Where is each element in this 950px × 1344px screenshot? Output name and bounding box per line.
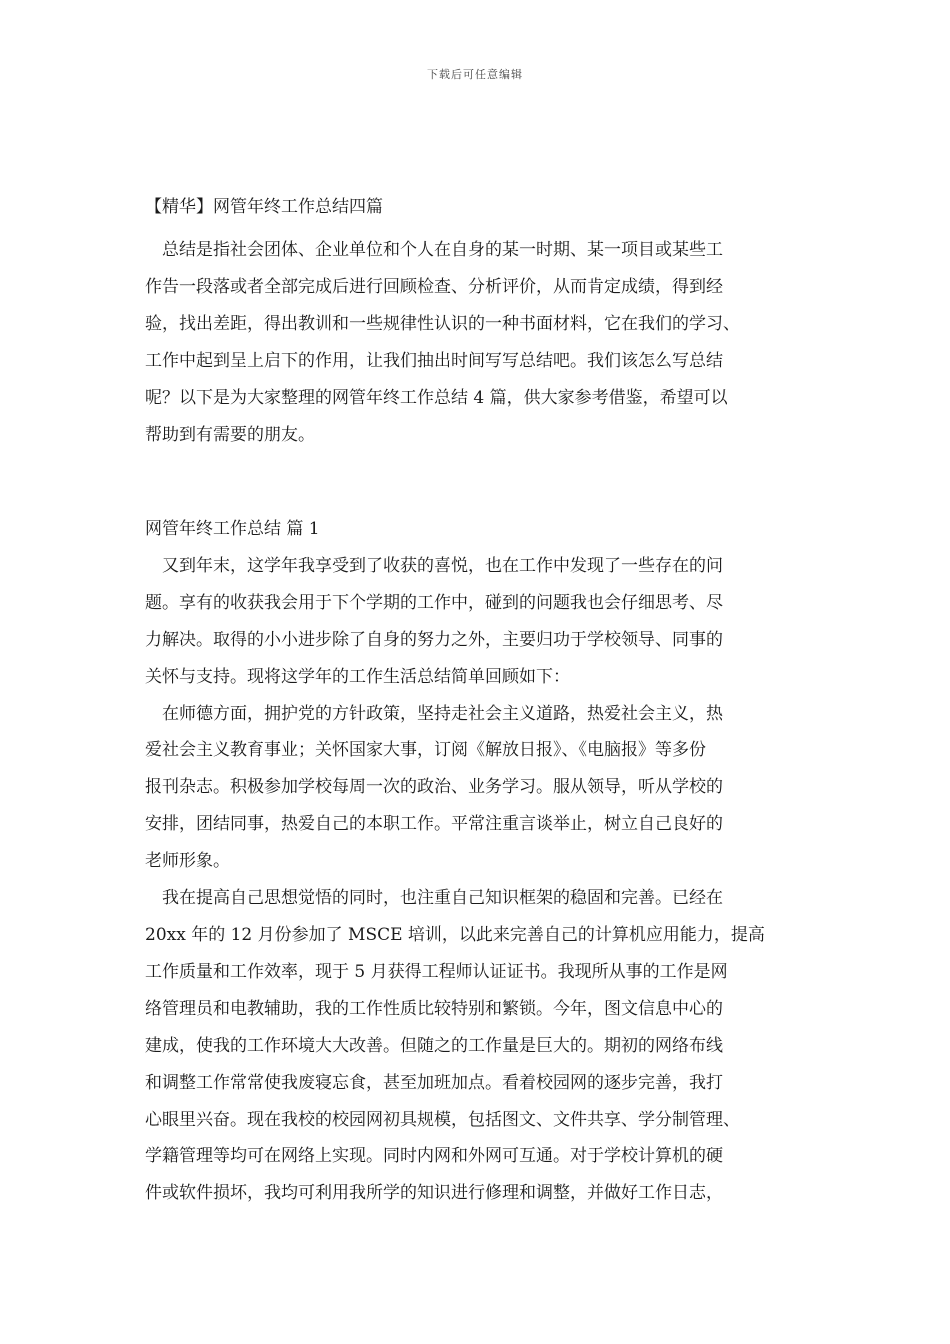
paragraph-line: 题。享有的收获我会用于下个学期的工作中，碰到的问题我也会仔细思考、尽 — [145, 592, 723, 613]
paragraph-line: 件或软件损坏，我均可利用我所学的知识进行修理和调整，并做好工作日志， — [145, 1183, 723, 1204]
paragraph-line: 心眼里兴奋。现在我校的校园网初具规模，包括图文、文件共享、学分制管理、 — [145, 1109, 740, 1130]
paragraph-line: 工作质量和工作效率，现于 5 月获得工程师认证证书。我现所从事的工作是网 — [145, 961, 728, 982]
paragraph-line: 我在提高自己思想觉悟的同时，也注重自己知识框架的稳固和完善。已经在 — [162, 888, 723, 909]
intro-paragraph — [145, 232, 815, 453]
section-heading: 网管年终工作总结 篇 1 — [145, 519, 320, 539]
paragraph-line: 在师德方面，拥护党的方针政策，坚持走社会主义道路，热爱社会主义，热 — [162, 703, 723, 724]
paragraph-line: 老师形象。 — [145, 851, 230, 872]
paragraph-line: 和调整工作常常使我废寝忘食，甚至加班加点。看着校园网的逐步完善，我打 — [145, 1072, 723, 1093]
section-1 — [145, 511, 815, 1212]
intro-line: 验，找出差距，得出教训和一些规律性认识的一种书面材料，它在我们的学习、 — [145, 313, 740, 334]
paragraph-line: 20xx 年的 12 月份参加了 MSCE 培训，以此来完善自己的计算机应用能力，提高 — [145, 924, 765, 945]
intro-line: 帮助到有需要的朋友。 — [145, 424, 315, 445]
paragraph-line: 建成，使我的工作环境大大改善。但随之的工作量是巨大的。期初的网络布线 — [145, 1035, 723, 1056]
page-header: 下载后可任意编辑 — [427, 68, 523, 81]
intro-line: 工作中起到呈上启下的作用，让我们抽出时间写写总结吧。我们该怎么写总结 — [145, 350, 723, 371]
intro-line: 作告一段落或者全部完成后进行回顾检查、分析评价，从而肯定成绩，得到经 — [145, 276, 723, 297]
paragraph-line: 力解决。取得的小小进步除了自身的努力之外，主要归功于学校领导、同事的 — [145, 629, 723, 650]
document-title: 【精华】网管年终工作总结四篇 — [145, 197, 383, 217]
paragraph-line: 安排，团结同事，热爱自己的本职工作。平常注重言谈举止，树立自己良好的 — [145, 814, 723, 835]
paragraph-line: 报刊杂志。积极参加学校每周一次的政治、业务学习。服从领导，听从学校的 — [145, 777, 723, 798]
paragraph-line: 爱社会主义教育事业；关怀国家大事，订阅《解放日报》、《电脑报》等多份 — [145, 740, 706, 761]
intro-line: 呢？以下是为大家整理的网管年终工作总结 4 篇，供大家参考借鉴，希望可以 — [145, 387, 728, 408]
intro-line: 总结是指社会团体、企业单位和个人在自身的某一时期、某一项目或某些工 — [162, 240, 723, 260]
paragraph-line: 关怀与支持。现将这学年的工作生活总结简单回顾如下： — [145, 666, 570, 687]
paragraph-line: 学籍管理等均可在网络上实现。同时内网和外网可互通。对于学校计算机的硬 — [145, 1146, 723, 1167]
paragraph-line: 络管理员和电教辅助，我的工作性质比较特别和繁锁。今年，图文信息中心的 — [145, 998, 723, 1019]
paragraph-line: 又到年末，这学年我享受到了收获的喜悦，也在工作中发现了一些存在的问 — [162, 555, 723, 576]
